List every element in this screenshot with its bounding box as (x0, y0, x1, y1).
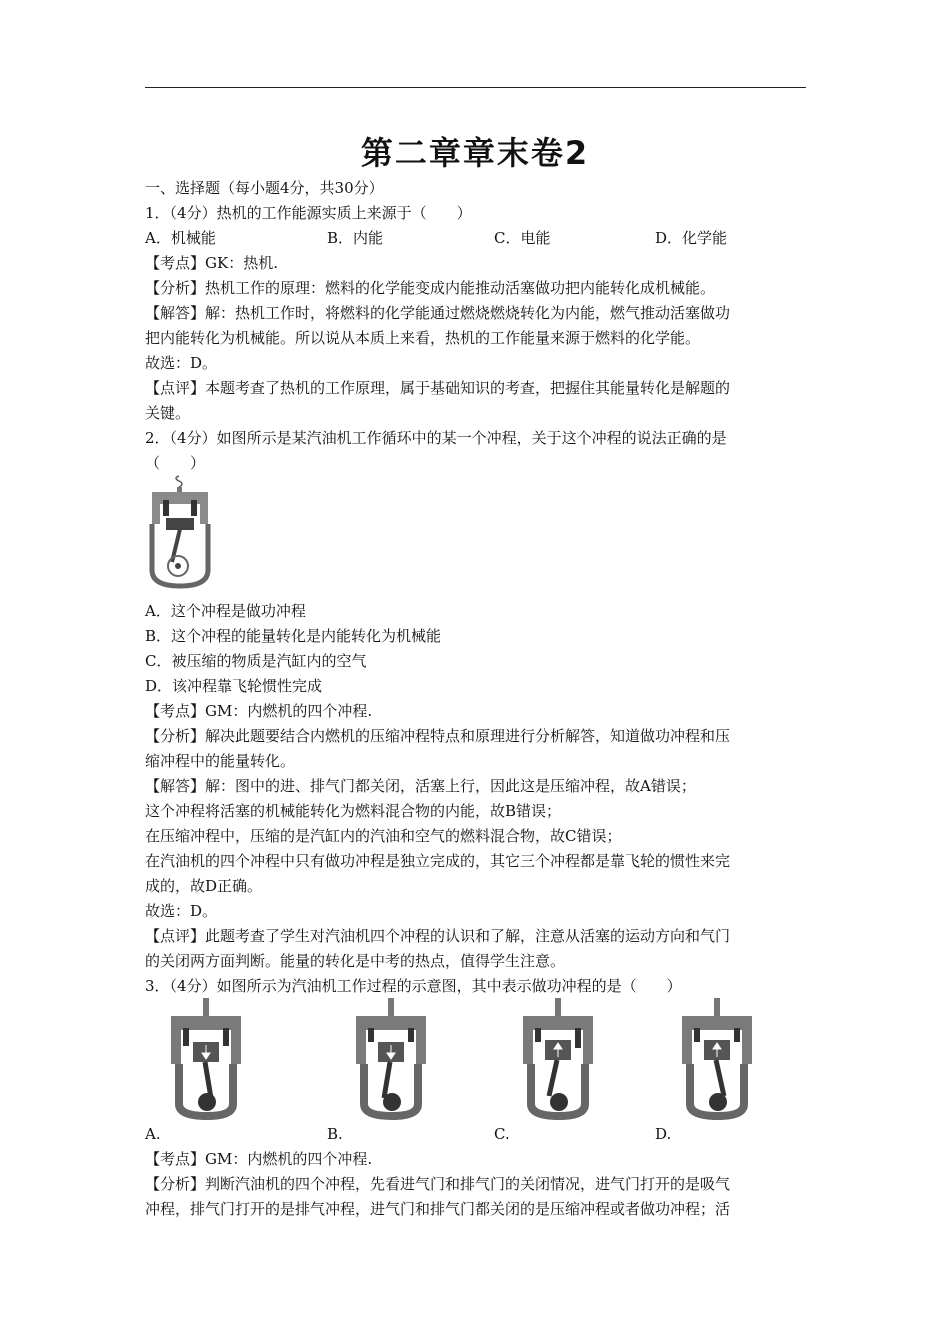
q2-dianping-line2: 的关闭两方面判断。能量的转化是中考的热点，值得学生注意。 (145, 952, 566, 970)
q2-option-c: C．被压缩的物质是汽缸内的空气 (145, 652, 367, 670)
page-title: 第二章章末卷2 (360, 134, 590, 172)
q2-option-b: B．这个冲程的能量转化是内能转化为机械能 (145, 627, 442, 645)
q1-option-b: B．内能 (327, 229, 384, 247)
q1-jieda-line2: 把内能转化为机械能。所以说从本质上来看，热机的工作能量来源于燃料的化学能。 (145, 329, 701, 347)
q3-label-d: D. (655, 1125, 672, 1143)
q2-option-a: A．这个冲程是做功冲程 (145, 602, 306, 620)
q1-stem: 1．（4分）热机的工作能源实质上来源于（ ） (145, 204, 472, 222)
q2-stem-line1: 2．（4分）如图所示是某汽油机工作循环中的某一个冲程，关于这个冲程的说法正确的是 (145, 429, 727, 447)
q2-fenxi-line2: 缩冲程中的能量转化。 (145, 752, 296, 770)
q1-fenxi: 【分析】热机工作的原理：燃料的化学能变成内能推动活塞做功把内能转化成机械能。 (145, 279, 716, 297)
q2-jieda-line1: 【解答】解：图中的进、排气门都关闭，活塞上行，因此这是压缩冲程，故A错误； (145, 777, 696, 795)
q3-fenxi-line1: 【分析】判断汽油机的四个冲程，先看进气门和排气门的关闭情况，进气门打开的是吸气 (145, 1175, 731, 1193)
q2-jieda-line4: 在汽油机的四个冲程中只有做功冲程是独立完成的，其它三个冲程都是靠飞轮的惯性来完 (145, 852, 731, 870)
q1-dianping-line2: 关键。 (145, 404, 191, 422)
q2-fenxi-line1: 【分析】解决此题要结合内燃机的压缩冲程特点和原理进行分析解答，知道做功冲程和压 (145, 727, 731, 745)
q3-engine-a-icon (167, 998, 247, 1120)
q1-answer: 故选：D。 (145, 354, 218, 372)
q1-option-c: C．电能 (494, 229, 551, 247)
q2-option-d: D．该冲程靠飞轮惯性完成 (145, 677, 323, 695)
q3-label-c: C. (494, 1125, 510, 1143)
q2-answer: 故选：D。 (145, 902, 218, 920)
section-heading: 一、选择题（每小题4分，共30分） (145, 179, 384, 197)
q2-kaodian: 【考点】GM：内燃机的四个冲程. (145, 702, 373, 720)
header-rule (145, 87, 806, 88)
q2-dianping-line1: 【点评】此题考查了学生对汽油机四个冲程的认识和了解，注意从活塞的运动方向和气门 (145, 927, 731, 945)
q3-stem: 3．（4分）如图所示为汽油机工作过程的示意图，其中表示做功冲程的是（ ） (145, 977, 682, 995)
q3-label-a: A. (145, 1125, 161, 1143)
q2-jieda-line2: 这个冲程将活塞的机械能转化为燃料混合物的内能，故B错误； (145, 802, 562, 820)
q2-jieda-line5: 成的，故D正确。 (145, 877, 263, 895)
q1-option-d: D．化学能 (655, 229, 728, 247)
q3-kaodian: 【考点】GM：内燃机的四个冲程. (145, 1150, 373, 1168)
q1-dianping-line1: 【点评】本题考查了热机的工作原理，属于基础知识的考查，把握住其能量转化是解题的 (145, 379, 731, 397)
q1-jieda-line1: 【解答】解：热机工作时，将燃料的化学能通过燃烧燃烧转化为内能，燃气推动活塞做功 (145, 304, 731, 322)
q3-fenxi-line2: 冲程，排气门打开的是排气冲程，进气门和排气门都关闭的是压缩冲程或者做功冲程；活 (145, 1200, 731, 1218)
q3-engine-d-icon (678, 998, 758, 1120)
q3-label-b: B. (327, 1125, 343, 1143)
q2-stem-line2: （ ） (145, 454, 206, 472)
q1-option-a: A．机械能 (145, 229, 216, 247)
q3-engine-b-icon (352, 998, 432, 1120)
q1-kaodian: 【考点】GK：热机. (145, 254, 278, 272)
q2-engine-diagram-icon (148, 474, 214, 590)
q3-engine-c-icon (519, 998, 599, 1120)
q2-jieda-line3: 在压缩冲程中，压缩的是汽缸内的汽油和空气的燃料混合物，故C错误； (145, 827, 622, 845)
